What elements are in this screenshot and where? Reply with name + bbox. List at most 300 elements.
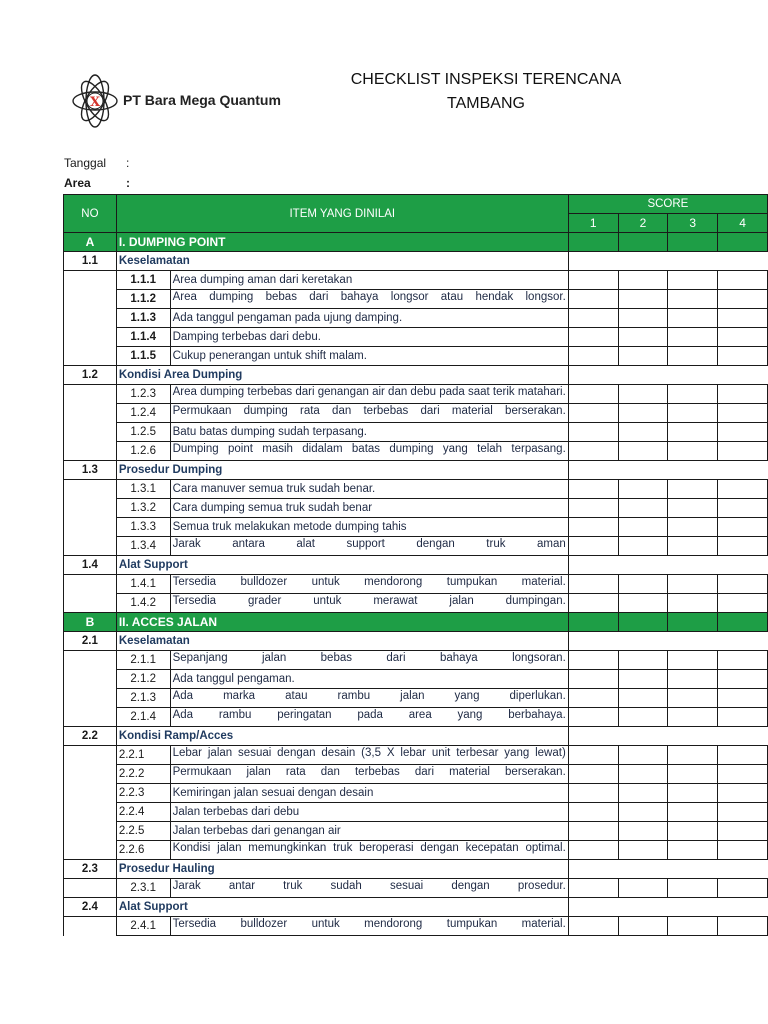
section-number: B [64, 613, 117, 632]
section-score-cell [668, 613, 718, 632]
blank-cell [568, 252, 618, 271]
item-row [64, 917, 768, 936]
section-score-cell [718, 613, 768, 632]
item-description: Cara manuver semua truk sudah benar. [170, 480, 568, 499]
score-cell-3[interactable] [668, 480, 718, 499]
item-no-spacer [64, 423, 117, 442]
blank-cell [618, 556, 668, 575]
section-title: I. DUMPING POINT [116, 233, 568, 252]
score-cell-2[interactable] [618, 651, 668, 670]
item-description: Dumping point masih didalam batas dumping yang telah terpasang. [170, 442, 568, 461]
item-row [64, 290, 768, 309]
group-row [64, 252, 768, 271]
item-description: Damping terbebas dari debu. [170, 328, 568, 347]
header-item: ITEM YANG DINILAI [116, 195, 568, 233]
score-cell-3[interactable] [668, 803, 718, 822]
item-no-spacer [64, 879, 117, 898]
score-cell-3[interactable] [668, 537, 718, 556]
item-no-spacer [64, 575, 117, 594]
score-cell-2[interactable] [618, 879, 668, 898]
item-code: 1.3.2 [116, 499, 170, 518]
score-cell-1[interactable] [568, 803, 618, 822]
header-no: NO [64, 195, 117, 233]
score-cell-4[interactable] [718, 271, 768, 290]
item-description: Sepanjang jalan bebas dari bahaya longsoran. [170, 651, 568, 670]
section-title: II. ACCES JALAN [116, 613, 568, 632]
blank-cell [568, 727, 618, 746]
tanggal-colon: : [126, 156, 130, 170]
blank-cell [668, 461, 718, 480]
item-no-spacer [64, 594, 117, 613]
score-cell-4[interactable] [718, 442, 768, 461]
item-description: Tersedia bulldozer untuk mendorong tumpukan material. [170, 917, 568, 936]
group-row [64, 727, 768, 746]
score-cell-4[interactable] [718, 404, 768, 423]
item-code: 2.1.1 [116, 651, 170, 670]
blank-cell [668, 366, 718, 385]
score-cell-4[interactable] [718, 594, 768, 613]
blank-cell [568, 860, 618, 879]
item-code: 1.1.3 [116, 309, 170, 328]
section-row [64, 613, 768, 632]
item-no-spacer [64, 651, 117, 670]
item-no-spacer [64, 689, 117, 708]
group-row [64, 556, 768, 575]
blank-cell [718, 556, 768, 575]
score-cell-2[interactable] [618, 442, 668, 461]
blank-cell [618, 860, 668, 879]
item-no-spacer [64, 404, 117, 423]
item-row [64, 746, 768, 765]
score-header-4: 4 [718, 214, 768, 233]
score-cell-3[interactable] [668, 651, 718, 670]
item-code: 1.1.4 [116, 328, 170, 347]
score-cell-2[interactable] [618, 499, 668, 518]
score-cell-1[interactable] [568, 290, 618, 309]
score-header-2: 2 [618, 214, 668, 233]
score-cell-1[interactable] [568, 879, 618, 898]
item-code: 2.1.2 [116, 670, 170, 689]
score-cell-4[interactable] [718, 575, 768, 594]
score-cell-2[interactable] [618, 746, 668, 765]
section-score-cell [618, 613, 668, 632]
score-header-3: 3 [668, 214, 718, 233]
score-cell-3[interactable] [668, 708, 718, 727]
score-header-1: 1 [568, 214, 618, 233]
atom-logo-icon [70, 70, 120, 132]
score-cell-1[interactable] [568, 689, 618, 708]
score-cell-1[interactable] [568, 594, 618, 613]
group-number: 2.2 [64, 727, 117, 746]
blank-cell [618, 898, 668, 917]
item-row [64, 309, 768, 328]
item-no-spacer [64, 841, 117, 860]
item-no-spacer [64, 803, 117, 822]
score-cell-1[interactable] [568, 917, 618, 936]
score-cell-1[interactable] [568, 708, 618, 727]
item-row [64, 689, 768, 708]
item-row [64, 594, 768, 613]
score-cell-4[interactable] [718, 537, 768, 556]
item-description: Kondisi jalan memungkinkan truk beroperasi dengan kecepatan optimal. [170, 841, 568, 860]
score-cell-1[interactable] [568, 347, 618, 366]
item-row [64, 879, 768, 898]
score-cell-3[interactable] [668, 518, 718, 537]
score-cell-4[interactable] [718, 784, 768, 803]
item-description: Jarak antara alat support dengan truk aman [170, 537, 568, 556]
score-cell-3[interactable] [668, 594, 718, 613]
svg-text:X: X [89, 95, 101, 110]
item-row [64, 442, 768, 461]
item-description: Cukup penerangan untuk shift malam. [170, 347, 568, 366]
item-row [64, 404, 768, 423]
score-cell-4[interactable] [718, 518, 768, 537]
score-cell-2[interactable] [618, 917, 668, 936]
item-description: Jalan terbebas dari debu [170, 803, 568, 822]
blank-cell [568, 898, 618, 917]
score-cell-3[interactable] [668, 290, 718, 309]
item-description: Area dumping bebas dari bahaya longsor atau hendak longsor. [170, 290, 568, 309]
group-title: Keselamatan [116, 632, 568, 651]
score-cell-3[interactable] [668, 404, 718, 423]
item-no-spacer [64, 290, 117, 309]
score-cell-3[interactable] [668, 841, 718, 860]
score-cell-1[interactable] [568, 328, 618, 347]
section-score-cell [568, 613, 618, 632]
company-name: PT Bara Mega Quantum [123, 92, 281, 108]
score-cell-2[interactable] [618, 689, 668, 708]
item-code: 1.1.5 [116, 347, 170, 366]
score-cell-2[interactable] [618, 423, 668, 442]
score-cell-3[interactable] [668, 917, 718, 936]
item-no-spacer [64, 271, 117, 290]
item-no-spacer [64, 385, 117, 404]
item-code: 2.2.3 [116, 784, 170, 803]
score-cell-1[interactable] [568, 765, 618, 784]
item-code: 2.2.4 [116, 803, 170, 822]
item-description: Ada tanggul pengaman pada ujung damping. [170, 309, 568, 328]
item-no-spacer [64, 480, 117, 499]
item-description: Ada marka atau rambu jalan yang diperlukan. [170, 689, 568, 708]
item-no-spacer [64, 746, 117, 765]
item-row [64, 822, 768, 841]
item-no-spacer [64, 499, 117, 518]
item-row [64, 803, 768, 822]
area-label: Area [64, 176, 91, 190]
item-row [64, 328, 768, 347]
score-cell-4[interactable] [718, 309, 768, 328]
area-colon: : [126, 176, 130, 190]
score-cell-4[interactable] [718, 290, 768, 309]
blank-cell [568, 461, 618, 480]
blank-cell [618, 252, 668, 271]
group-title: Alat Support [116, 556, 568, 575]
item-description: Kemiringan jalan sesuai dengan desain [170, 784, 568, 803]
score-cell-2[interactable] [618, 670, 668, 689]
score-cell-3[interactable] [668, 670, 718, 689]
item-row [64, 537, 768, 556]
item-no-spacer [64, 822, 117, 841]
score-cell-3[interactable] [668, 442, 718, 461]
item-no-spacer [64, 518, 117, 537]
group-row [64, 366, 768, 385]
score-cell-3[interactable] [668, 347, 718, 366]
group-title: Kondisi Ramp/Acces [116, 727, 568, 746]
score-cell-1[interactable] [568, 651, 618, 670]
score-cell-3[interactable] [668, 784, 718, 803]
blank-cell [618, 366, 668, 385]
item-code: 1.1.2 [116, 290, 170, 309]
item-no-spacer [64, 309, 117, 328]
title-line-1: CHECKLIST INSPEKSI TERENCANA [350, 71, 622, 88]
score-cell-2[interactable] [618, 537, 668, 556]
item-code: 2.2.1 [116, 746, 170, 765]
blank-cell [668, 556, 718, 575]
group-title: Alat Support [116, 898, 568, 917]
score-cell-1[interactable] [568, 518, 618, 537]
score-cell-2[interactable] [618, 822, 668, 841]
tanggal-label: Tanggal [64, 156, 107, 170]
blank-cell [618, 461, 668, 480]
item-description: Tersedia grader untuk merawat jalan dumpingan. [170, 594, 568, 613]
score-cell-2[interactable] [618, 328, 668, 347]
item-row [64, 670, 768, 689]
score-cell-4[interactable] [718, 803, 768, 822]
item-description: Cara dumping semua truk sudah benar [170, 499, 568, 518]
item-no-spacer [64, 765, 117, 784]
score-cell-4[interactable] [718, 822, 768, 841]
item-code: 2.2.6 [116, 841, 170, 860]
score-cell-2[interactable] [618, 841, 668, 860]
score-cell-1[interactable] [568, 385, 618, 404]
blank-cell [668, 632, 718, 651]
group-number: 2.3 [64, 860, 117, 879]
item-description: Semua truk melakukan metode dumping tahis [170, 518, 568, 537]
score-cell-4[interactable] [718, 347, 768, 366]
item-code: 1.4.1 [116, 575, 170, 594]
score-cell-4[interactable] [718, 917, 768, 936]
blank-cell [718, 727, 768, 746]
group-row [64, 632, 768, 651]
score-cell-3[interactable] [668, 689, 718, 708]
item-row [64, 518, 768, 537]
score-cell-1[interactable] [568, 784, 618, 803]
blank-cell [668, 252, 718, 271]
item-row [64, 271, 768, 290]
blank-cell [668, 860, 718, 879]
item-row [64, 651, 768, 670]
item-code: 2.1.3 [116, 689, 170, 708]
score-cell-3[interactable] [668, 822, 718, 841]
blank-cell [718, 252, 768, 271]
score-cell-2[interactable] [618, 271, 668, 290]
score-cell-2[interactable] [618, 290, 668, 309]
item-description: Permukaan dumping rata dan terbebas dari material berserakan. [170, 404, 568, 423]
score-cell-1[interactable] [568, 575, 618, 594]
score-cell-3[interactable] [668, 575, 718, 594]
blank-cell [718, 461, 768, 480]
score-cell-2[interactable] [618, 765, 668, 784]
item-no-spacer [64, 537, 117, 556]
item-description: Ada tanggul pengaman. [170, 670, 568, 689]
score-cell-4[interactable] [718, 423, 768, 442]
section-score-cell [618, 233, 668, 252]
item-code: 1.2.3 [116, 385, 170, 404]
score-cell-3[interactable] [668, 309, 718, 328]
item-code: 1.2.4 [116, 404, 170, 423]
blank-cell [718, 366, 768, 385]
section-score-cell [718, 233, 768, 252]
score-cell-2[interactable] [618, 708, 668, 727]
score-cell-1[interactable] [568, 746, 618, 765]
score-cell-2[interactable] [618, 575, 668, 594]
score-cell-3[interactable] [668, 385, 718, 404]
group-title: Prosedur Hauling [116, 860, 568, 879]
item-code: 2.3.1 [116, 879, 170, 898]
item-row [64, 347, 768, 366]
score-cell-2[interactable] [618, 594, 668, 613]
blank-cell [618, 727, 668, 746]
document-title [300, 68, 672, 116]
score-cell-1[interactable] [568, 841, 618, 860]
item-code: 1.4.2 [116, 594, 170, 613]
section-score-cell [668, 233, 718, 252]
title-line-2: TAMBANG [447, 95, 525, 112]
item-row [64, 385, 768, 404]
item-code: 1.2.6 [116, 442, 170, 461]
item-code: 2.1.4 [116, 708, 170, 727]
item-row [64, 708, 768, 727]
score-cell-4[interactable] [718, 841, 768, 860]
item-row [64, 784, 768, 803]
score-cell-4[interactable] [718, 708, 768, 727]
group-number: 1.2 [64, 366, 117, 385]
blank-cell [668, 898, 718, 917]
score-cell-4[interactable] [718, 879, 768, 898]
score-cell-1[interactable] [568, 480, 618, 499]
group-number: 2.1 [64, 632, 117, 651]
score-cell-3[interactable] [668, 746, 718, 765]
checklist-body [64, 233, 768, 936]
blank-cell [568, 366, 618, 385]
blank-cell [718, 898, 768, 917]
item-code: 1.3.1 [116, 480, 170, 499]
group-row [64, 898, 768, 917]
score-cell-2[interactable] [618, 784, 668, 803]
score-cell-2[interactable] [618, 385, 668, 404]
score-cell-4[interactable] [718, 765, 768, 784]
score-cell-4[interactable] [718, 670, 768, 689]
item-description: Jalan terbebas dari genangan air [170, 822, 568, 841]
group-row [64, 860, 768, 879]
item-description: Lebar jalan sesuai dengan desain (3,5 X lebar unit terbesar yang lewat) [170, 746, 568, 765]
blank-cell [618, 632, 668, 651]
score-cell-3[interactable] [668, 423, 718, 442]
score-cell-3[interactable] [668, 328, 718, 347]
item-no-spacer [64, 708, 117, 727]
score-cell-2[interactable] [618, 404, 668, 423]
score-cell-2[interactable] [618, 309, 668, 328]
inspection-checklist-table [63, 194, 768, 936]
score-cell-1[interactable] [568, 423, 618, 442]
score-cell-4[interactable] [718, 499, 768, 518]
score-cell-2[interactable] [618, 480, 668, 499]
item-row [64, 575, 768, 594]
score-cell-1[interactable] [568, 442, 618, 461]
score-cell-3[interactable] [668, 499, 718, 518]
score-cell-4[interactable] [718, 651, 768, 670]
score-cell-3[interactable] [668, 271, 718, 290]
score-cell-4[interactable] [718, 385, 768, 404]
item-description: Area dumping aman dari keretakan [170, 271, 568, 290]
item-no-spacer [64, 917, 117, 936]
score-cell-4[interactable] [718, 328, 768, 347]
score-cell-1[interactable] [568, 670, 618, 689]
company-logo [70, 70, 120, 137]
item-row [64, 765, 768, 784]
section-row [64, 233, 768, 252]
blank-cell [568, 556, 618, 575]
score-cell-2[interactable] [618, 518, 668, 537]
group-title: Keselamatan [116, 252, 568, 271]
group-number: 1.1 [64, 252, 117, 271]
item-row [64, 499, 768, 518]
group-number: 1.4 [64, 556, 117, 575]
item-row [64, 841, 768, 860]
score-cell-3[interactable] [668, 765, 718, 784]
item-code: 1.3.4 [116, 537, 170, 556]
item-row [64, 423, 768, 442]
score-cell-1[interactable] [568, 309, 618, 328]
item-no-spacer [64, 347, 117, 366]
score-cell-1[interactable] [568, 822, 618, 841]
score-cell-1[interactable] [568, 499, 618, 518]
item-code: 1.1.1 [116, 271, 170, 290]
item-description: Tersedia bulldozer untuk mendorong tumpukan material. [170, 575, 568, 594]
score-cell-1[interactable] [568, 537, 618, 556]
score-cell-4[interactable] [718, 689, 768, 708]
section-number: A [64, 233, 117, 252]
item-code: 1.3.3 [116, 518, 170, 537]
item-no-spacer [64, 328, 117, 347]
item-no-spacer [64, 670, 117, 689]
item-description: Area dumping terbebas dari genangan air dan debu pada saat terik matahari. [170, 385, 568, 404]
blank-cell [718, 860, 768, 879]
item-description: Permukaan jalan rata dan terbebas dari material berserakan. [170, 765, 568, 784]
blank-cell [668, 727, 718, 746]
item-no-spacer [64, 784, 117, 803]
section-score-cell [568, 233, 618, 252]
group-number: 1.3 [64, 461, 117, 480]
item-no-spacer [64, 442, 117, 461]
score-cell-2[interactable] [618, 347, 668, 366]
item-code: 2.2.5 [116, 822, 170, 841]
score-cell-3[interactable] [668, 879, 718, 898]
blank-cell [568, 632, 618, 651]
score-cell-1[interactable] [568, 404, 618, 423]
item-code: 2.4.1 [116, 917, 170, 936]
item-code: 1.2.5 [116, 423, 170, 442]
score-cell-4[interactable] [718, 480, 768, 499]
group-title: Prosedur Dumping [116, 461, 568, 480]
score-cell-4[interactable] [718, 746, 768, 765]
item-description: Batu batas dumping sudah terpasang. [170, 423, 568, 442]
group-number: 2.4 [64, 898, 117, 917]
score-cell-2[interactable] [618, 803, 668, 822]
item-description: Jarak antar truk sudah sesuai dengan prosedur. [170, 879, 568, 898]
score-cell-1[interactable] [568, 271, 618, 290]
header-score: SCORE [568, 195, 767, 214]
